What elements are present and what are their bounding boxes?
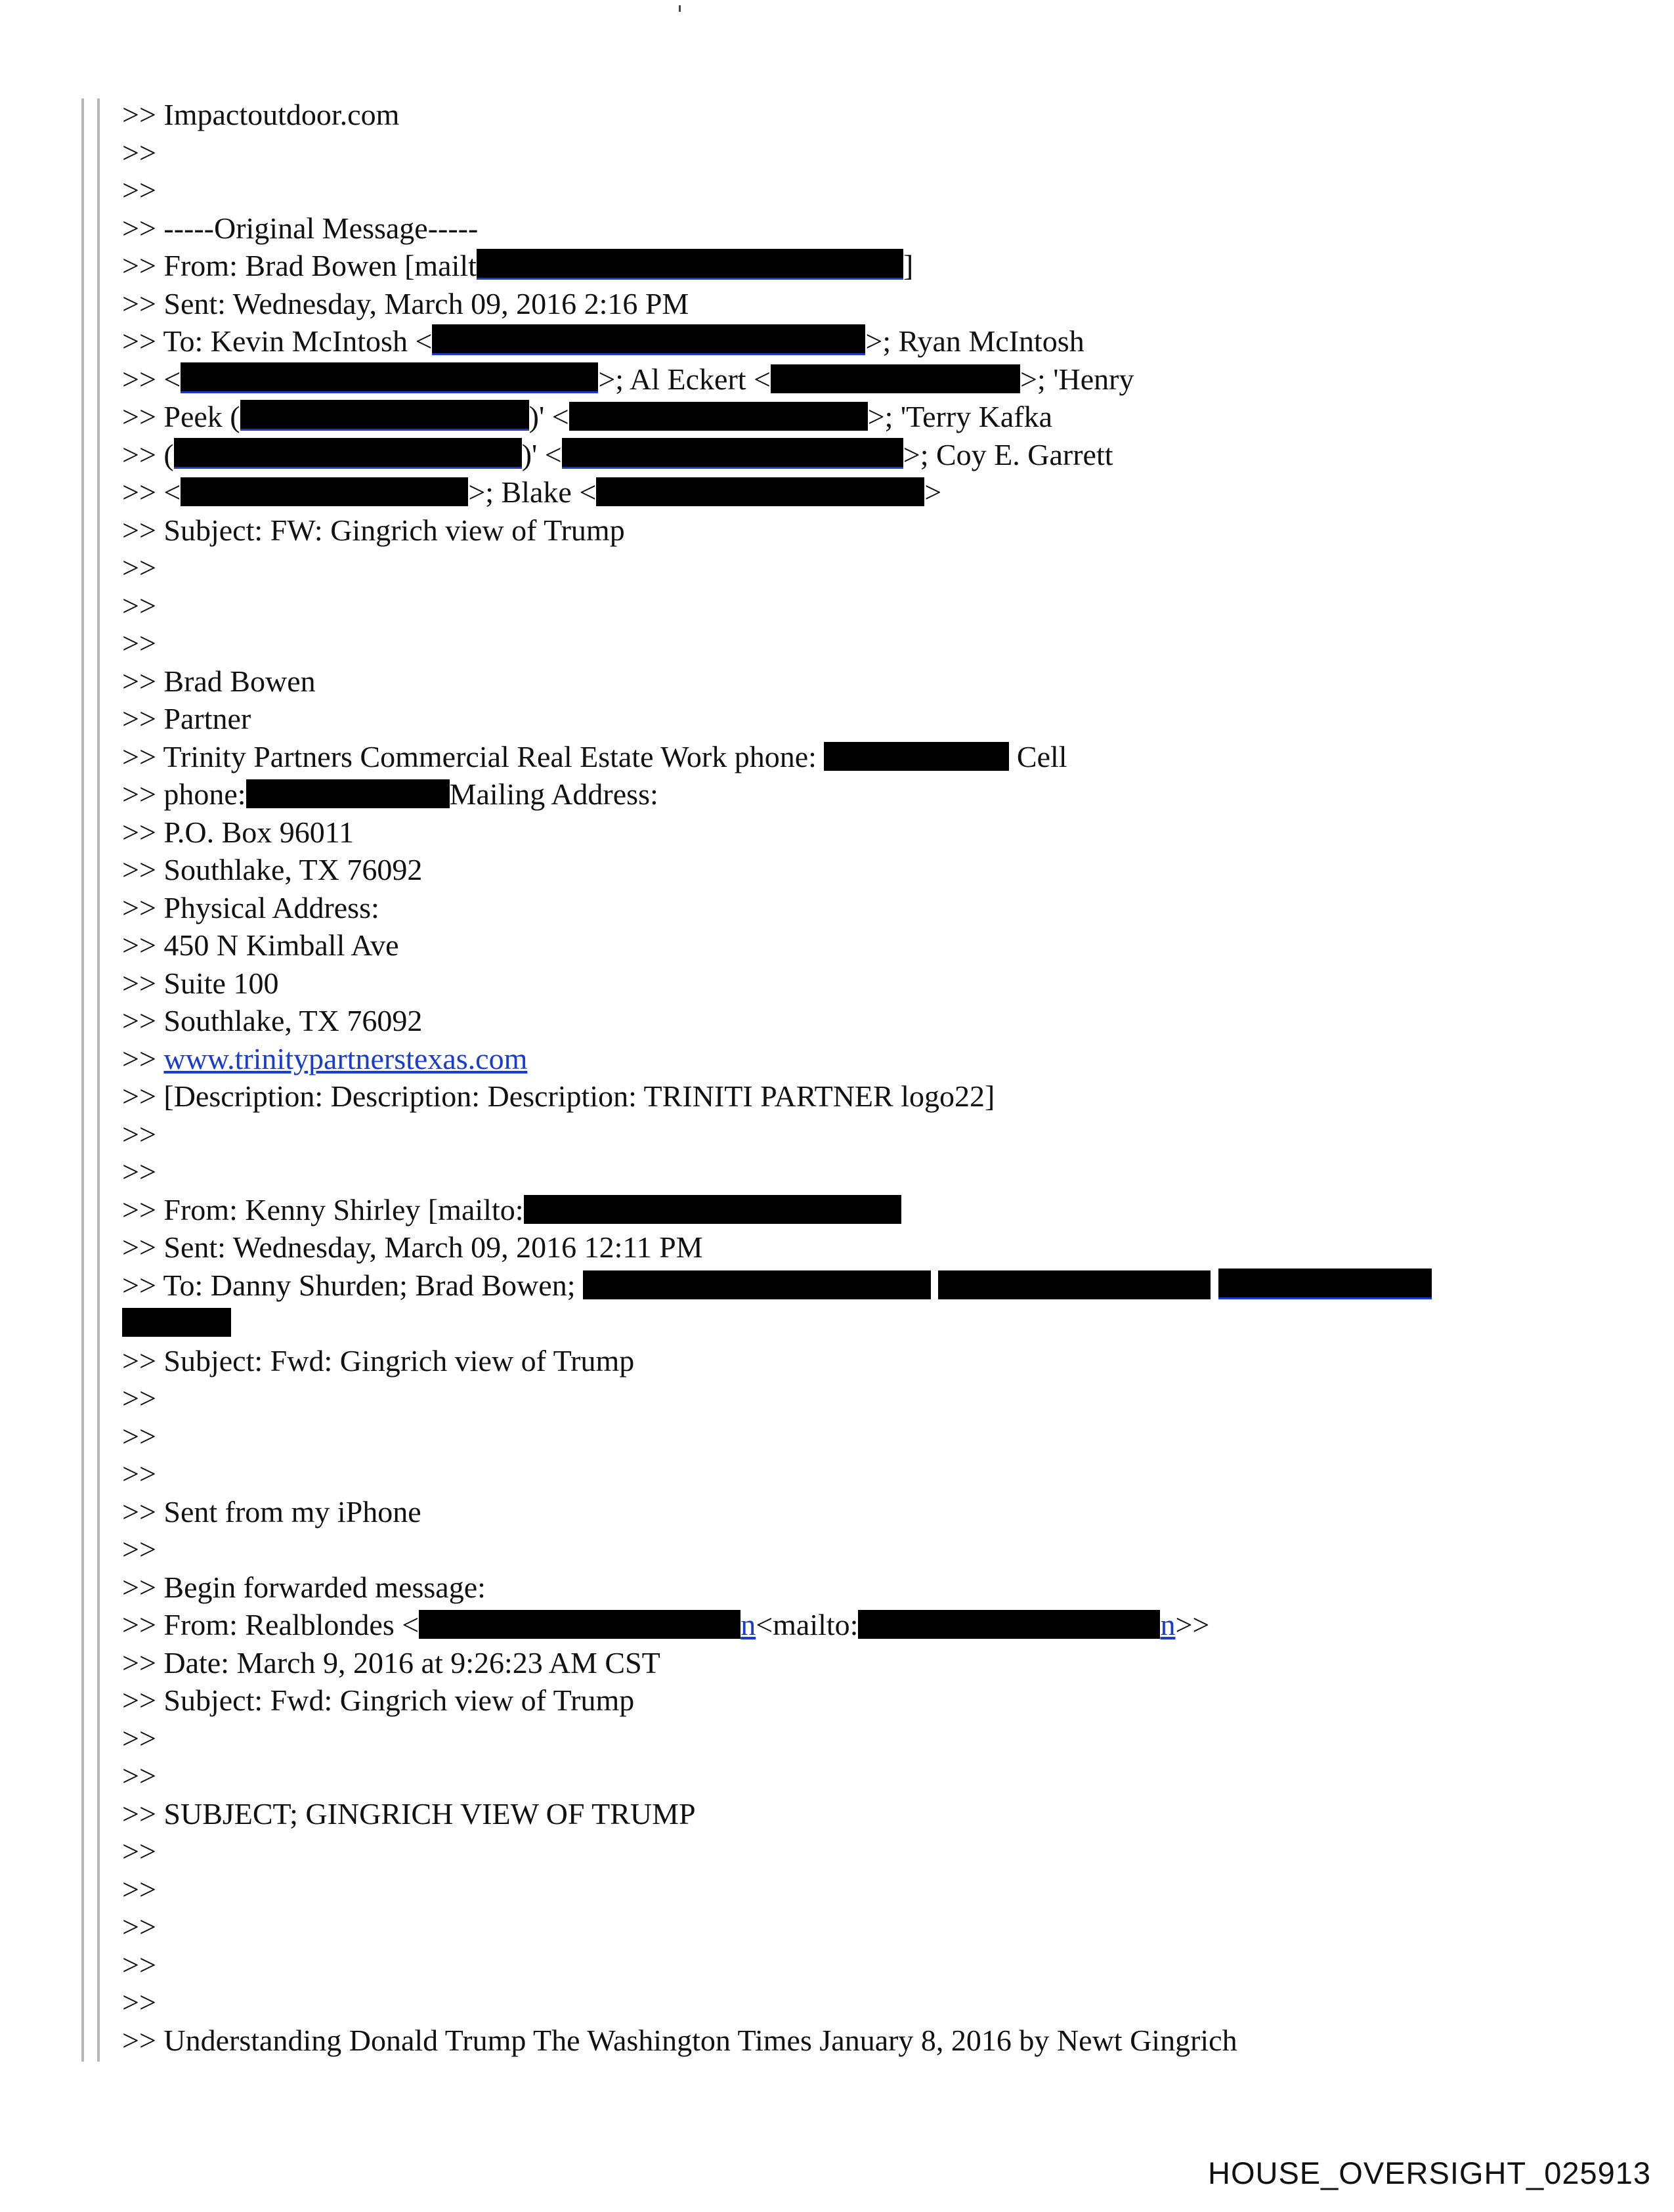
redaction xyxy=(1218,1269,1432,1299)
text-line: >> xyxy=(122,1419,156,1453)
redaction xyxy=(181,362,598,393)
redaction xyxy=(122,1308,231,1337)
redaction xyxy=(562,438,903,469)
redaction xyxy=(240,400,529,431)
redaction xyxy=(477,249,903,280)
text-line: >> xyxy=(122,1910,156,1943)
email-link[interactable]: n xyxy=(740,1608,756,1641)
redaction xyxy=(419,1610,740,1639)
redaction xyxy=(174,438,522,469)
to-line: >> To: Kevin McIntosh < >; Ryan McIntosh xyxy=(122,324,1084,358)
to-line: >> ( )' < >; Coy E. Garrett xyxy=(122,437,1113,471)
subject-line: >> Subject: Fwd: Gingrich view of Trump xyxy=(122,1343,635,1377)
text-line: >> xyxy=(122,1457,156,1490)
to-continuation-line xyxy=(122,1304,1566,1342)
text-line: >> Sent from my iPhone xyxy=(122,1494,421,1529)
text-line: >> xyxy=(122,1381,156,1415)
text-line: >> xyxy=(122,135,156,169)
website-link[interactable]: www.trinitypartnerstexas.com xyxy=(163,1041,528,1075)
quote-bar-inner xyxy=(97,98,100,2062)
work-phone-line: >> Trinity Partners Commercial Real Estate Work phone: Cell xyxy=(122,739,1067,773)
bates-number: HOUSE_OVERSIGHT_025913 xyxy=(1208,2156,1652,2190)
text-line: >> xyxy=(122,1872,156,1906)
redaction xyxy=(246,779,450,808)
text-line: >> P.O. Box 96011 xyxy=(122,815,354,849)
scan-mark xyxy=(679,5,681,12)
sent-line: >> Sent: Wednesday, March 09, 2016 12:11 PM xyxy=(122,1230,703,1264)
text-line: >> xyxy=(122,1117,156,1151)
sent-line: >> Sent: Wednesday, March 09, 2016 2:16 PM xyxy=(122,286,689,320)
text-line: >> Physical Address: xyxy=(122,890,379,924)
text-line: >> -----Original Message----- xyxy=(122,211,479,245)
text-line: >> xyxy=(122,1155,156,1188)
website-line: >> www.trinitypartnerstexas.com xyxy=(122,1041,528,1075)
text-line: >> SUBJECT; GINGRICH VIEW OF TRUMP xyxy=(122,1796,696,1831)
text-line: >> xyxy=(122,1947,156,1982)
article-title-line: >> Understanding Donald Trump The Washington Times January 8, 2016 by Newt Gingrich xyxy=(122,2023,1237,2057)
redaction xyxy=(181,477,468,506)
text-line: >> xyxy=(122,551,156,584)
email-link[interactable]: n xyxy=(1160,1608,1176,1641)
signature-name: >> Brad Bowen xyxy=(122,664,316,698)
from-line: >> From: Kenny Shirley [mailto: xyxy=(122,1191,1566,1229)
text-line: >> Suite 100 xyxy=(122,966,279,1000)
text-line: >> Southlake, TX 76092 xyxy=(122,1004,423,1037)
subject-line: >> Subject: Fwd: Gingrich view of Trump xyxy=(122,1683,635,1717)
redaction xyxy=(824,742,1009,771)
text-line: >> xyxy=(122,588,156,622)
redaction xyxy=(524,1195,901,1224)
redaction xyxy=(432,324,865,355)
text-line: >> xyxy=(122,1532,156,1566)
text-line: >> xyxy=(122,173,156,207)
text-line: >> xyxy=(122,1721,156,1755)
text-line: >> xyxy=(122,1985,156,2019)
text-line: >> Southlake, TX 76092 xyxy=(122,853,423,886)
text-line: >> xyxy=(122,1759,156,1792)
logo-description: >> [Description: Description: Description: TRINITI PARTNER logo22] xyxy=(122,1079,995,1113)
to-line: >> To: Danny Shurden; Brad Bowen; xyxy=(122,1267,1566,1305)
redaction xyxy=(596,477,924,506)
from-line: >> From: Brad Bowen [mailt ] xyxy=(122,249,914,282)
to-line: >> Peek ( )' < >; 'Terry Kafka xyxy=(122,400,1053,433)
redaction xyxy=(771,364,1020,393)
text-line: >> 450 N Kimball Ave xyxy=(122,928,399,962)
text-line: >> Begin forwarded message: xyxy=(122,1570,486,1604)
redaction xyxy=(583,1270,931,1299)
date-line: >> Date: March 9, 2016 at 9:26:23 AM CST xyxy=(122,1645,660,1680)
redaction xyxy=(858,1610,1160,1639)
from-line: >> From: Realblondes < n<mailto: n>> xyxy=(122,1608,1210,1641)
cell-phone-line: >> phone: Mailing Address: xyxy=(122,777,658,811)
email-body xyxy=(122,96,1566,2059)
quote-bar-outer xyxy=(81,98,84,2062)
text-line: >> Impactoutdoor.com xyxy=(122,98,400,131)
redaction xyxy=(569,402,868,431)
text-line: >> xyxy=(122,1834,156,1868)
text-line: >> xyxy=(122,626,156,660)
to-line: >> < >; Blake < > xyxy=(122,475,942,509)
subject-line: >> Subject: FW: Gingrich view of Trump xyxy=(122,513,625,547)
signature-title: >> Partner xyxy=(122,702,251,735)
to-line: >> < >; Al Eckert < >; 'Henry xyxy=(122,362,1134,396)
redaction xyxy=(938,1270,1211,1299)
